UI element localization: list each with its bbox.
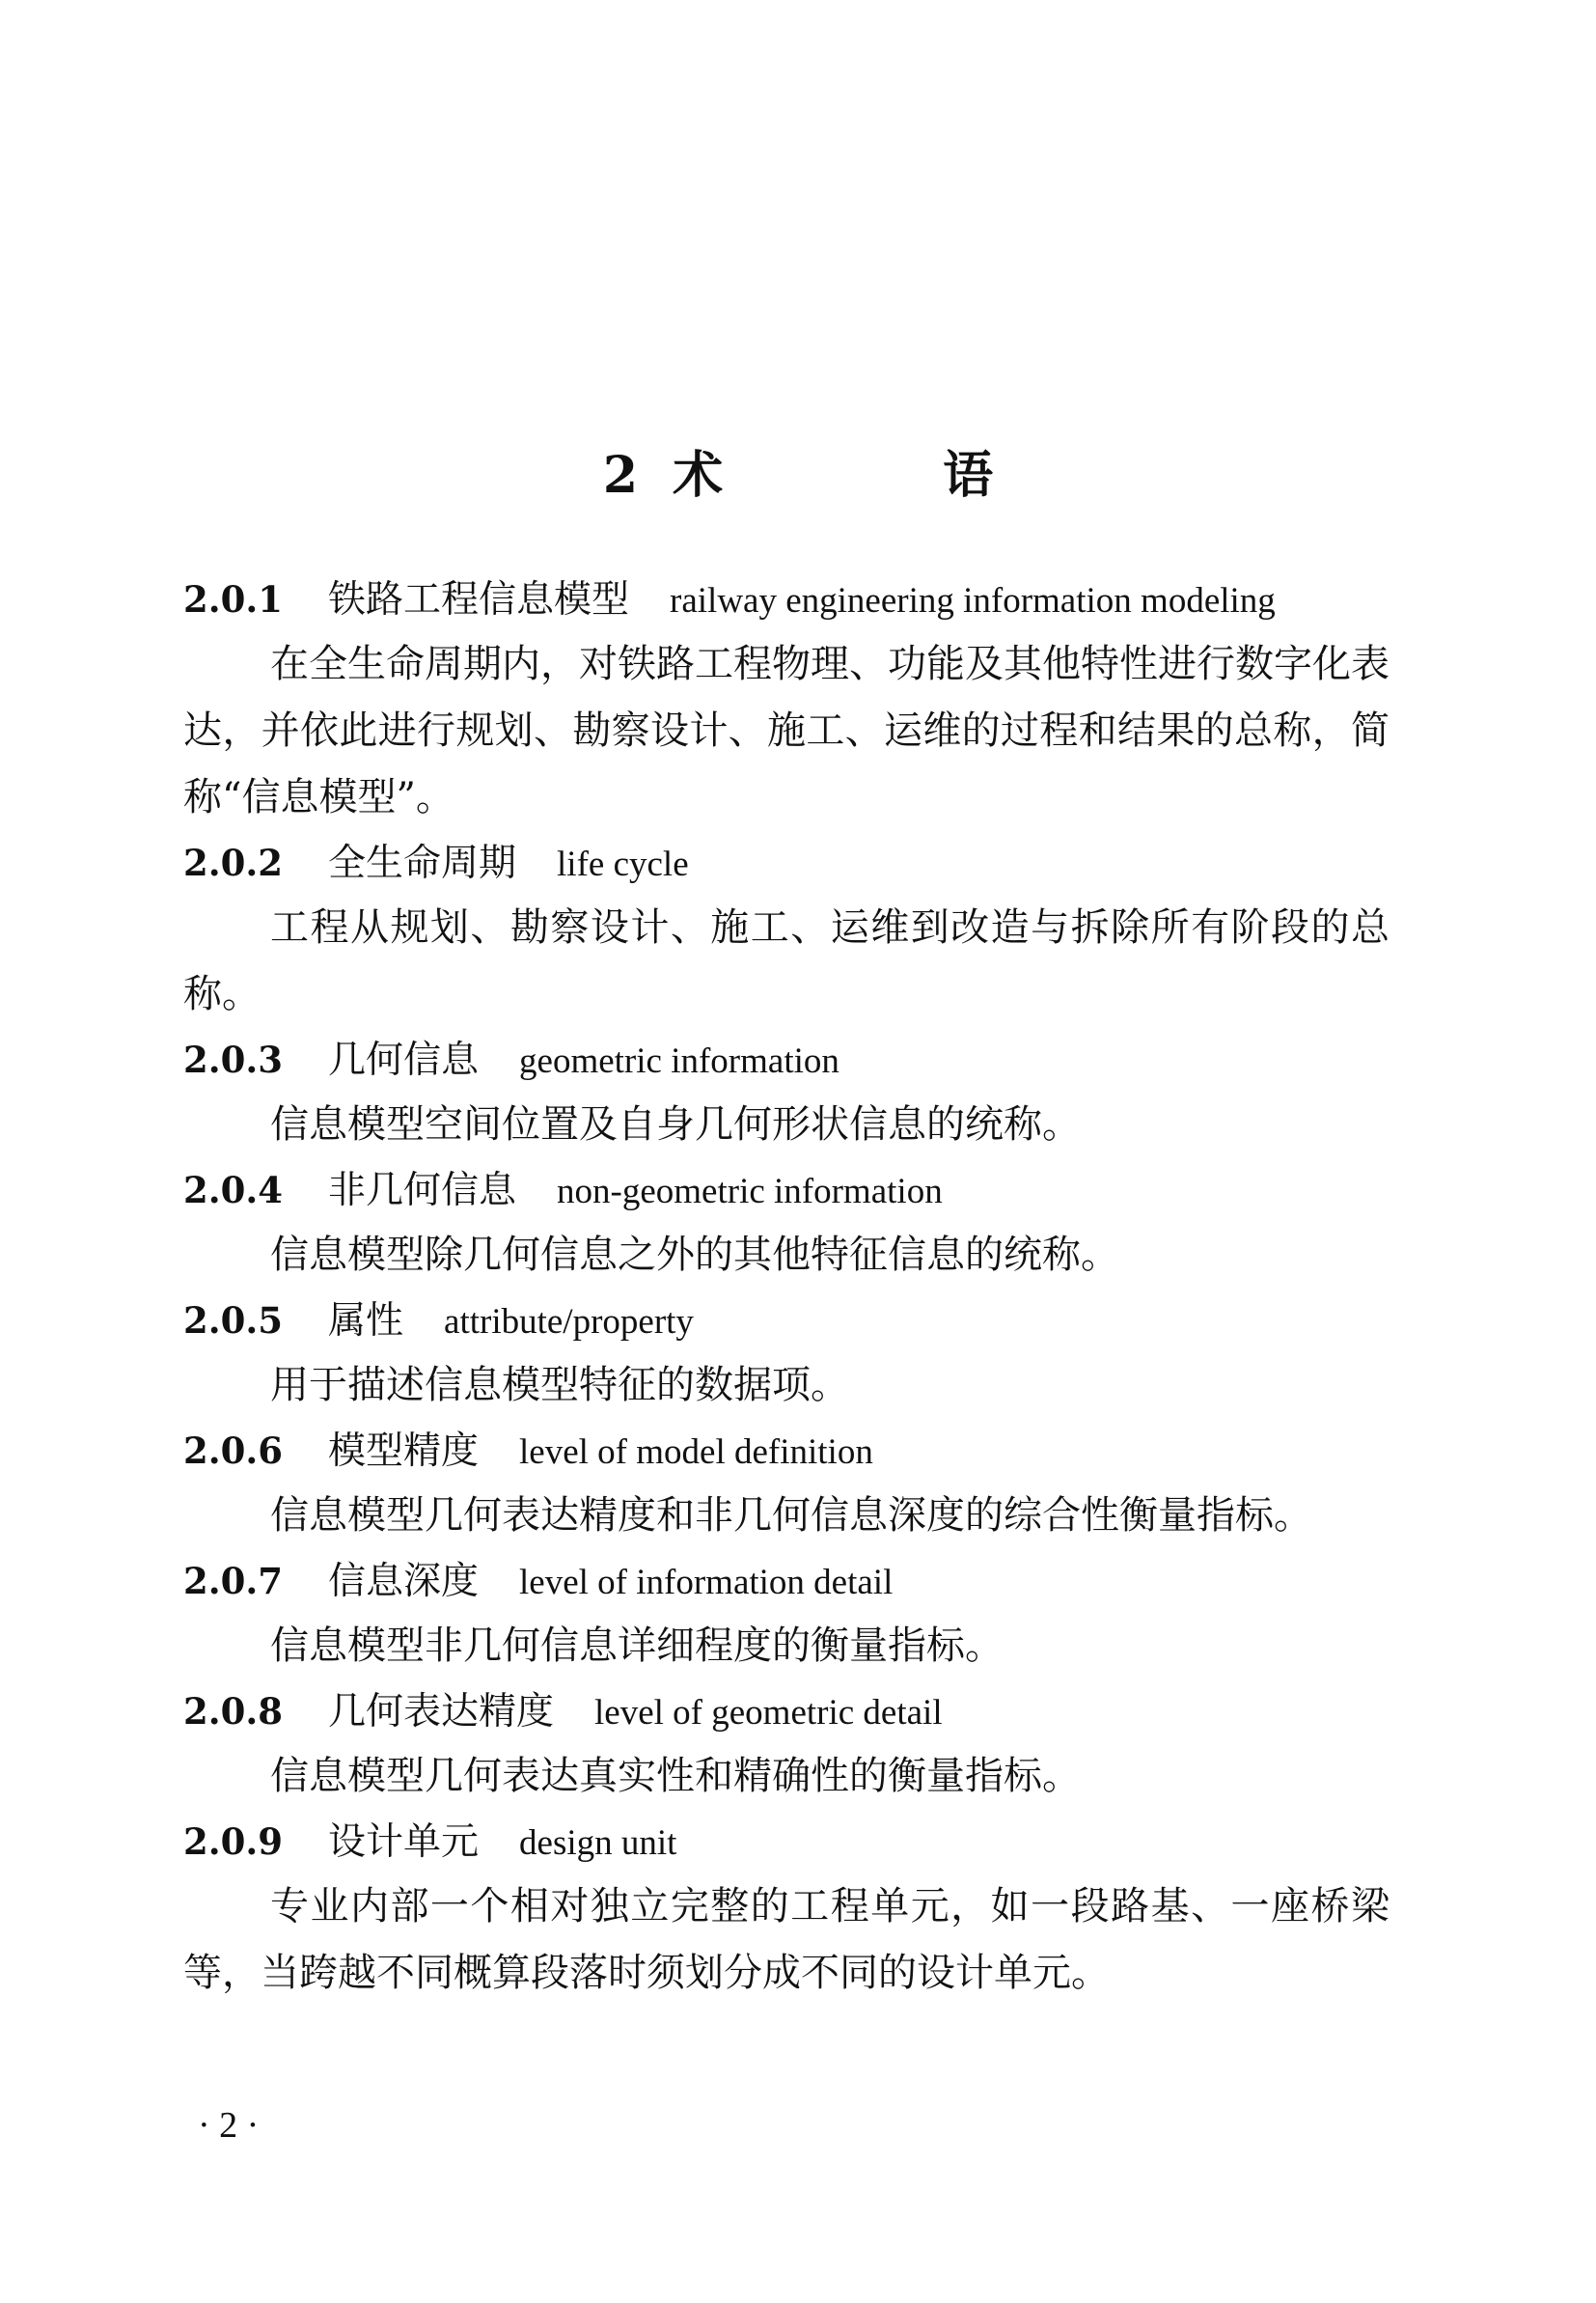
term-number: 2.0.4	[183, 1169, 283, 1211]
term-heading	[183, 831, 1390, 895]
chapter-title	[0, 434, 1596, 507]
term-english: design unit	[519, 1823, 677, 1863]
term-number: 2.0.5	[183, 1299, 283, 1342]
term-definition: 信息模型几何表达真实性和精确性的衡量指标。	[270, 1754, 1081, 1798]
term-english: level of information detail	[519, 1563, 894, 1602]
term-chinese: 几何信息	[328, 1039, 480, 1082]
term-heading	[183, 1289, 1390, 1352]
term-heading	[183, 1028, 1390, 1092]
term-english: level of model definition	[519, 1432, 873, 1472]
term-english: attribute/property	[444, 1302, 694, 1342]
term-number: 2.0.1	[183, 578, 283, 621]
term-chinese: 模型精度	[328, 1429, 480, 1473]
term-heading	[183, 568, 1390, 631]
term-chinese: 铁路工程信息模型	[328, 578, 630, 622]
term-number: 2.0.2	[183, 842, 283, 884]
term-entry	[183, 1028, 1390, 1158]
term-definition: 工程从规划、勘察设计、施工、运维到改造与拆除所有阶段的总称。	[183, 905, 1390, 1016]
term-entry	[183, 1158, 1390, 1289]
term-chinese: 信息深度	[328, 1560, 480, 1603]
term-definition: 信息模型几何表达精度和非几何信息深度的综合性衡量指标。	[270, 1493, 1312, 1538]
term-definition: 在全生命周期内，对铁路工程物理、功能及其他特性进行数字化表达，并依此进行规划、勘察设计、施工、运维的过程和结果的总称，简称“信息模型”。	[183, 642, 1390, 819]
term-heading	[183, 1679, 1390, 1743]
term-number: 2.0.6	[183, 1429, 283, 1472]
term-chinese: 属性	[328, 1299, 404, 1343]
page-number: · 2 ·	[198, 2105, 260, 2146]
term-entry	[183, 1679, 1390, 1810]
term-definition: 信息模型空间位置及自身几何形状信息的统称。	[270, 1102, 1081, 1147]
term-heading	[183, 1549, 1390, 1613]
term-definition: 信息模型非几何信息详细程度的衡量指标。	[270, 1623, 1004, 1668]
term-definition: 专业内部一个相对独立完整的工程单元，如一段路基、一座桥梁等，当跨越不同概算段落时须划分成不同的设计单元。	[183, 1884, 1390, 1995]
term-english: life cycle	[557, 845, 689, 884]
term-entry	[183, 568, 1390, 831]
term-entry	[183, 831, 1390, 1028]
term-chinese: 非几何信息	[328, 1169, 517, 1212]
term-english: non-geometric information	[557, 1172, 943, 1211]
term-entry	[183, 1419, 1390, 1549]
term-definition: 用于描述信息模型特征的数据项。	[270, 1363, 849, 1407]
term-chinese: 几何表达精度	[328, 1690, 555, 1734]
terms-list	[183, 568, 1390, 2007]
term-english: level of geometric detail	[594, 1693, 943, 1733]
term-english: railway engineering information modeling	[670, 581, 1276, 621]
chapter-number: 2	[602, 446, 639, 505]
term-chinese: 设计单元	[328, 1820, 480, 1864]
term-entry	[183, 1810, 1390, 2007]
term-number: 2.0.9	[183, 1820, 283, 1863]
term-number: 2.0.8	[183, 1690, 283, 1733]
term-heading	[183, 1810, 1390, 1873]
term-chinese: 全生命周期	[328, 842, 517, 885]
term-number: 2.0.7	[183, 1560, 283, 1602]
term-entry	[183, 1289, 1390, 1419]
term-heading	[183, 1419, 1390, 1483]
term-definition: 信息模型除几何信息之外的其他特征信息的统称。	[270, 1233, 1119, 1277]
term-number: 2.0.3	[183, 1039, 283, 1081]
term-entry	[183, 1549, 1390, 1679]
term-english: geometric information	[519, 1041, 839, 1081]
chapter-title-text: 术 语	[673, 446, 1079, 505]
term-heading	[183, 1158, 1390, 1222]
